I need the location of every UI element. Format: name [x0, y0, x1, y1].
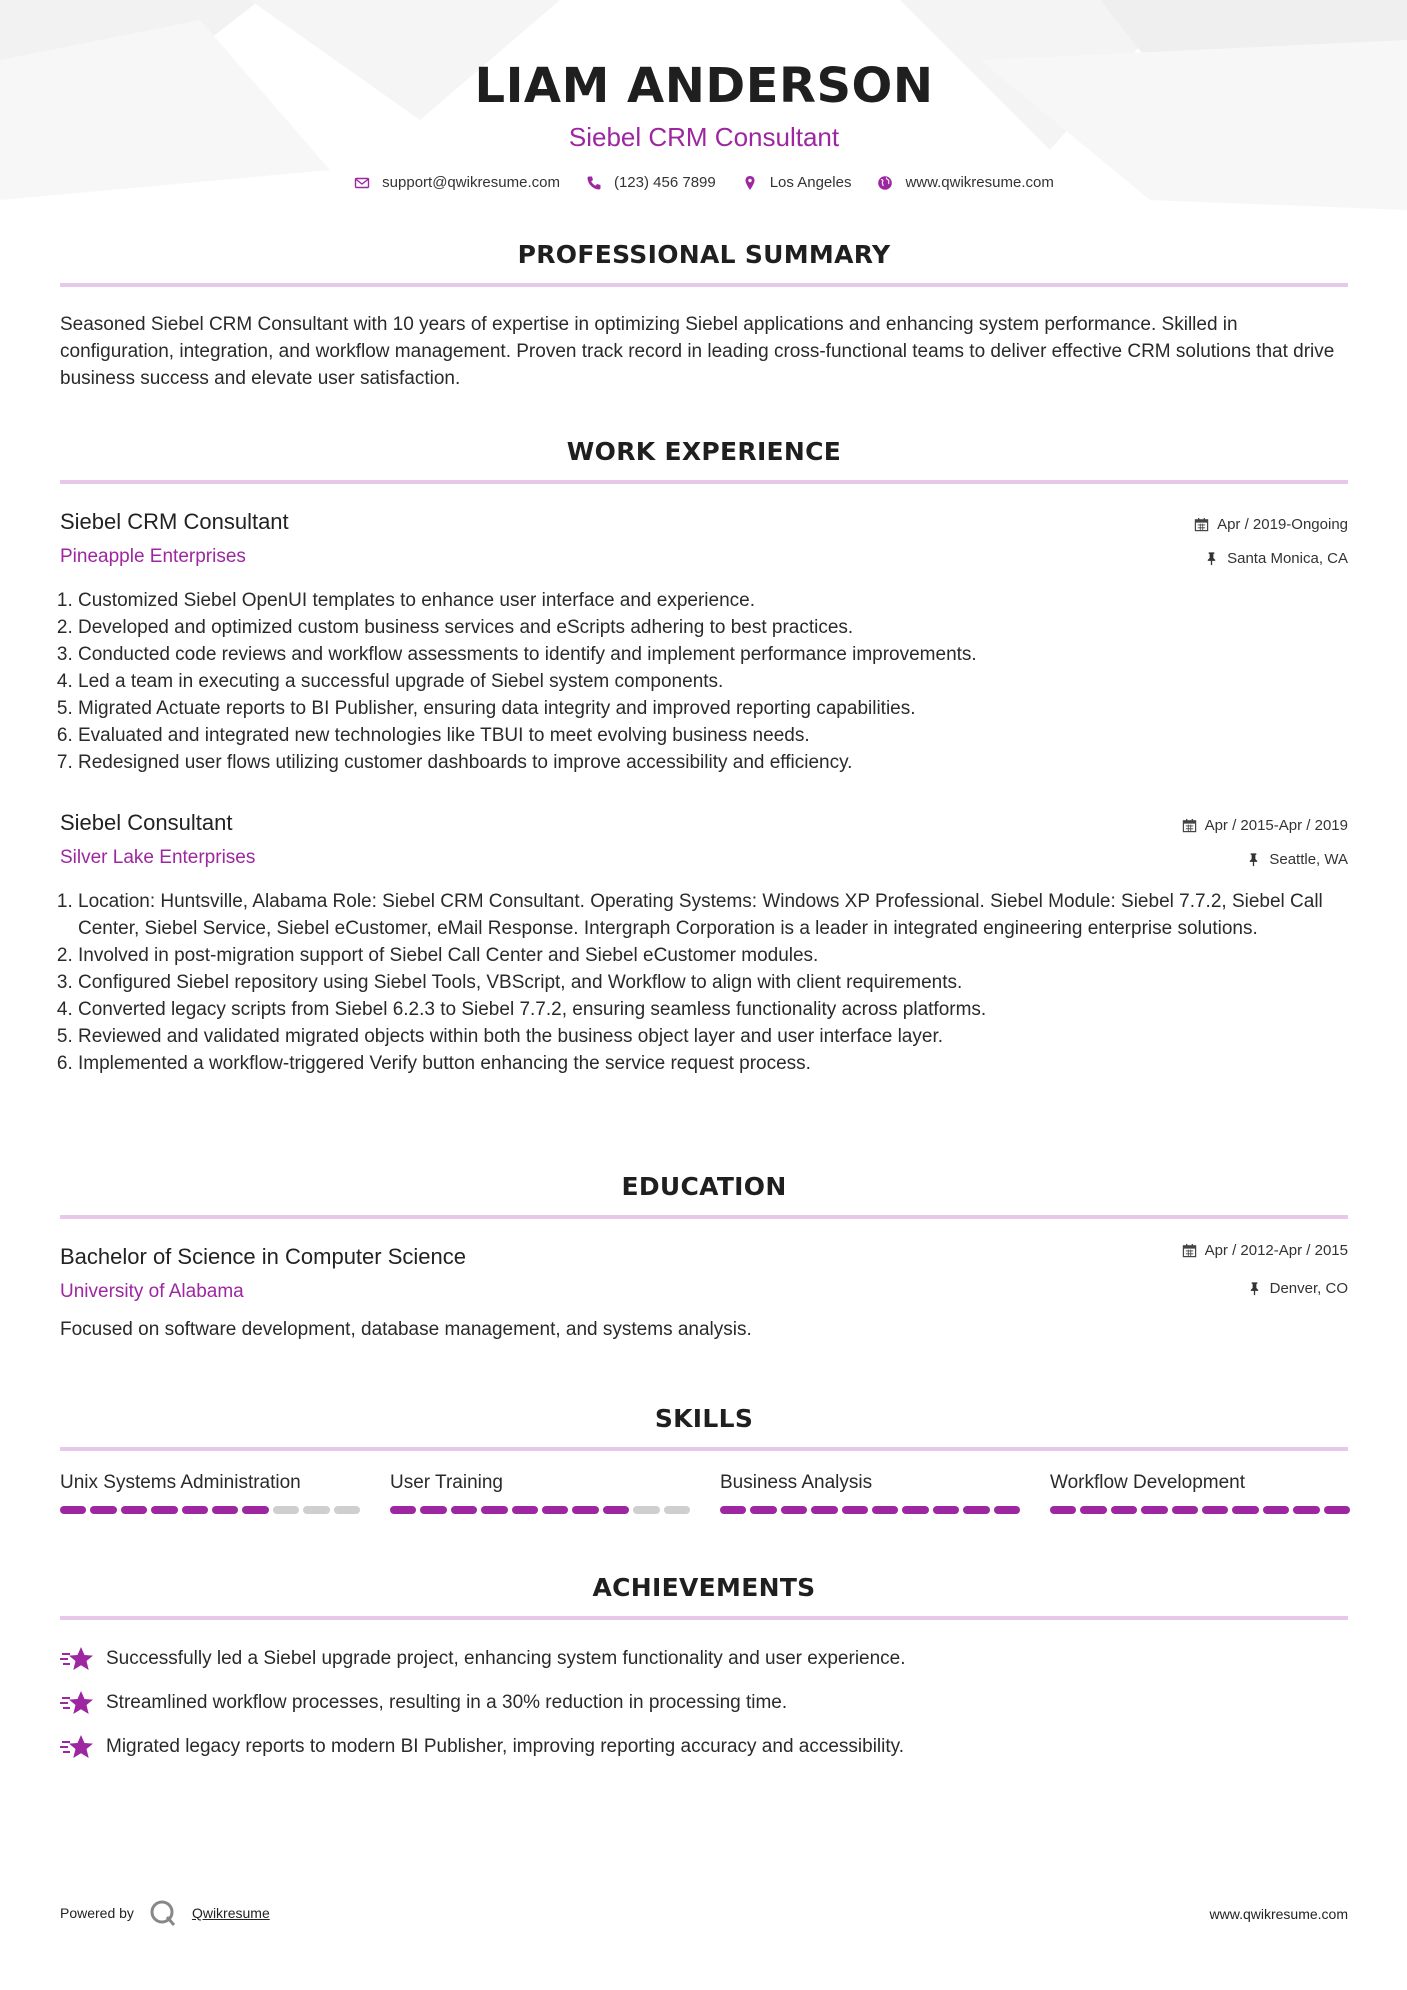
- job-1-company: Pineapple Enterprises: [60, 546, 246, 567]
- education-location-text: Denver, CO: [1269, 1280, 1348, 1297]
- achievement-text: Migrated legacy reports to modern BI Publisher, improving reporting accuracy and accessibility.: [106, 1736, 905, 1757]
- skill-segment-filled: [603, 1506, 629, 1514]
- skill-segment-filled: [512, 1506, 538, 1514]
- skill-segment-filled: [811, 1506, 837, 1514]
- resume-page: [60, 0, 1348, 1990]
- skill-name: Workflow Development: [1050, 1472, 1246, 1493]
- list-item: 4. Converted legacy scripts from Siebel 6.2.3 to Siebel 7.7.2, ensuring seamless functionality across platforms.: [78, 996, 1366, 1023]
- job-2-company: Silver Lake Enterprises: [60, 847, 256, 868]
- envelope-icon: [354, 175, 370, 191]
- education-dates: [1182, 1242, 1348, 1259]
- phone-icon: [586, 175, 602, 191]
- footer-powered-by: [60, 1898, 270, 1928]
- skill-name: Unix Systems Administration: [60, 1472, 301, 1493]
- job-1-dates: [1194, 516, 1348, 533]
- job-2-bullets: [60, 888, 1366, 1077]
- skill-level-bar: [1050, 1506, 1350, 1514]
- skills-heading: SKILLS: [654, 1404, 754, 1433]
- contact-location-text: Los Angeles: [769, 174, 852, 191]
- skill-item: [390, 1472, 690, 1514]
- list-item: 6. Implemented a workflow-triggered Verify button enhancing the service request process.: [78, 1050, 1366, 1077]
- contact-row: [60, 174, 1348, 191]
- skill-segment-empty: [303, 1506, 329, 1514]
- job-1-location: [1204, 550, 1348, 567]
- skill-level-bar: [390, 1506, 690, 1514]
- globe-icon: [877, 175, 893, 191]
- education-dates-text: Apr / 2012-Apr / 2015: [1204, 1242, 1348, 1259]
- summary-divider: [60, 283, 1348, 287]
- achievements-divider: [60, 1616, 1348, 1620]
- job-1-bullets: [60, 587, 1366, 776]
- experience-heading: WORK EXPERIENCE: [566, 437, 842, 466]
- contact-website[interactable]: [877, 174, 1053, 191]
- education-location: [1247, 1280, 1348, 1297]
- job-2-dates: [1182, 817, 1348, 834]
- skill-segment-filled: [212, 1506, 238, 1514]
- skill-segment-filled: [781, 1506, 807, 1514]
- star-icon: [60, 1645, 94, 1673]
- skill-segment-filled: [481, 1506, 507, 1514]
- skill-segment-filled: [542, 1506, 568, 1514]
- contact-location: [742, 174, 852, 191]
- skill-segment-filled: [121, 1506, 147, 1514]
- skill-level-bar: [60, 1506, 360, 1514]
- map-pin-icon: [742, 175, 758, 191]
- job-1-dates-text: Apr / 2019-Ongoing: [1217, 516, 1348, 533]
- skill-segment-filled: [242, 1506, 268, 1514]
- list-item: 5. Reviewed and validated migrated objects within both the business object layer and user interface layer.: [78, 1023, 1366, 1050]
- skill-segment-filled: [750, 1506, 776, 1514]
- skill-segment-filled: [1263, 1506, 1289, 1514]
- pushpin-icon: [1246, 852, 1261, 867]
- achievement-text: Successfully led a Siebel upgrade project, enhancing system functionality and user experience.: [106, 1648, 906, 1669]
- calendar-icon: [1182, 818, 1197, 833]
- candidate-role: Siebel CRM Consultant: [568, 122, 840, 152]
- skill-item: [720, 1472, 1020, 1514]
- job-2-location-text: Seattle, WA: [1269, 851, 1348, 868]
- skill-segment-filled: [1232, 1506, 1258, 1514]
- skill-segment-filled: [994, 1506, 1020, 1514]
- experience-divider: [60, 480, 1348, 484]
- skill-name: User Training: [390, 1472, 503, 1493]
- skill-item: [60, 1472, 360, 1514]
- education-heading: EDUCATION: [621, 1172, 787, 1201]
- skill-segment-empty: [664, 1506, 690, 1514]
- achievement-item: [60, 1645, 906, 1673]
- skill-segment-filled: [902, 1506, 928, 1514]
- skill-segment-filled: [720, 1506, 746, 1514]
- skill-segment-empty: [273, 1506, 299, 1514]
- contact-email-text: support@qwikresume.com: [382, 174, 560, 191]
- achievement-item: [60, 1689, 787, 1717]
- job-1-location-text: Santa Monica, CA: [1227, 550, 1348, 567]
- footer-url[interactable]: www.qwikresume.com: [1209, 1906, 1348, 1922]
- skills-divider: [60, 1447, 1348, 1451]
- pushpin-icon: [1247, 1281, 1262, 1296]
- skill-segment-filled: [872, 1506, 898, 1514]
- star-icon: [60, 1689, 94, 1717]
- skill-segment-filled: [420, 1506, 446, 1514]
- job-2-dates-text: Apr / 2015-Apr / 2019: [1204, 817, 1348, 834]
- contact-email[interactable]: [354, 174, 560, 191]
- education-degree: Bachelor of Science in Computer Science: [60, 1244, 466, 1269]
- list-item: 7. Redesigned user flows utilizing customer dashboards to improve accessibility and efficiency.: [78, 749, 1366, 776]
- skill-segment-filled: [1141, 1506, 1167, 1514]
- skill-segment-filled: [1111, 1506, 1137, 1514]
- skill-segment-filled: [1293, 1506, 1319, 1514]
- skill-segment-filled: [390, 1506, 416, 1514]
- skill-segment-filled: [1050, 1506, 1076, 1514]
- achievements-heading: ACHIEVEMENTS: [592, 1573, 816, 1602]
- skill-segment-filled: [1172, 1506, 1198, 1514]
- list-item: 4. Led a team in executing a successful upgrade of Siebel system components.: [78, 668, 1366, 695]
- list-item: 1. Location: Huntsville, Alabama Role: Siebel CRM Consultant. Operating Systems: Windows XP Professional. Siebel Module: Siebel 7.7.2, Siebel Call Center, Siebel Service, Siebel eCustomer, eMail Response. Intergraph Corporation is a leader in integrated engineering enterprise solutions.: [78, 888, 1366, 942]
- list-item: 5. Migrated Actuate reports to BI Publisher, ensuring data integrity and improved reporting capabilities.: [78, 695, 1366, 722]
- skill-segment-filled: [182, 1506, 208, 1514]
- skill-name: Business Analysis: [720, 1472, 873, 1493]
- list-item: 2. Involved in post-migration support of Siebel Call Center and Siebel eCustomer modules.: [78, 942, 1366, 969]
- skill-segment-filled: [572, 1506, 598, 1514]
- skill-segment-filled: [1080, 1506, 1106, 1514]
- education-description: Focused on software development, database management, and systems analysis.: [60, 1319, 752, 1340]
- list-item: 3. Conducted code reviews and workflow assessments to identify and implement performance improvements.: [78, 641, 1366, 668]
- achievement-text: Streamlined workflow processes, resulting in a 30% reduction in processing time.: [106, 1692, 788, 1713]
- calendar-icon: [1194, 517, 1209, 532]
- contact-phone-text: (123) 456 7899: [613, 174, 716, 191]
- contact-website-text: www.qwikresume.com: [905, 174, 1054, 191]
- skill-segment-filled: [60, 1506, 86, 1514]
- skill-segment-filled: [1202, 1506, 1228, 1514]
- skill-segment-empty: [633, 1506, 659, 1514]
- summary-text: Seasoned Siebel CRM Consultant with 10 years of expertise in optimizing Siebel applications and enhancing system performance. Skilled in configuration, integration, and workflow management. Proven track record in leading cross-functional teams to deliver effective CRM solutions that drive business success and elevate user satisfaction.: [60, 314, 1335, 389]
- skill-segment-filled: [1324, 1506, 1350, 1514]
- skill-segment-filled: [933, 1506, 959, 1514]
- star-icon: [60, 1733, 94, 1761]
- qwikresume-logo-icon: [148, 1898, 178, 1928]
- job-2-title: Siebel Consultant: [60, 810, 233, 835]
- list-item: 2. Developed and optimized custom business services and eScripts adhering to best practices.: [78, 614, 1366, 641]
- job-1-title: Siebel CRM Consultant: [60, 509, 289, 534]
- pushpin-icon: [1204, 551, 1219, 566]
- job-2-location: [1246, 851, 1348, 868]
- skill-level-bar: [720, 1506, 1020, 1514]
- contact-phone[interactable]: [586, 174, 716, 191]
- skill-segment-empty: [334, 1506, 360, 1514]
- skill-item: [1050, 1472, 1350, 1514]
- skill-segment-filled: [151, 1506, 177, 1514]
- skills-grid: [60, 1472, 1348, 1514]
- list-item: 6. Evaluated and integrated new technologies like TBUI to meet evolving business needs.: [78, 722, 1366, 749]
- footer-brand-link[interactable]: Qwikresume: [191, 1905, 270, 1921]
- powered-by-label: Powered by: [60, 1905, 134, 1921]
- summary-heading: PROFESSIONAL SUMMARY: [517, 240, 891, 269]
- skill-segment-filled: [90, 1506, 116, 1514]
- education-divider: [60, 1215, 1348, 1219]
- candidate-name: LIAM ANDERSON: [474, 58, 934, 114]
- list-item: 1. Customized Siebel OpenUI templates to enhance user interface and experience.: [78, 587, 1366, 614]
- calendar-icon: [1182, 1243, 1197, 1258]
- skill-segment-filled: [963, 1506, 989, 1514]
- skill-segment-filled: [842, 1506, 868, 1514]
- achievement-item: [60, 1733, 904, 1761]
- education-school: University of Alabama: [60, 1281, 244, 1302]
- list-item: 3. Configured Siebel repository using Siebel Tools, VBScript, and Workflow to align with client requirements.: [78, 969, 1366, 996]
- skill-segment-filled: [451, 1506, 477, 1514]
